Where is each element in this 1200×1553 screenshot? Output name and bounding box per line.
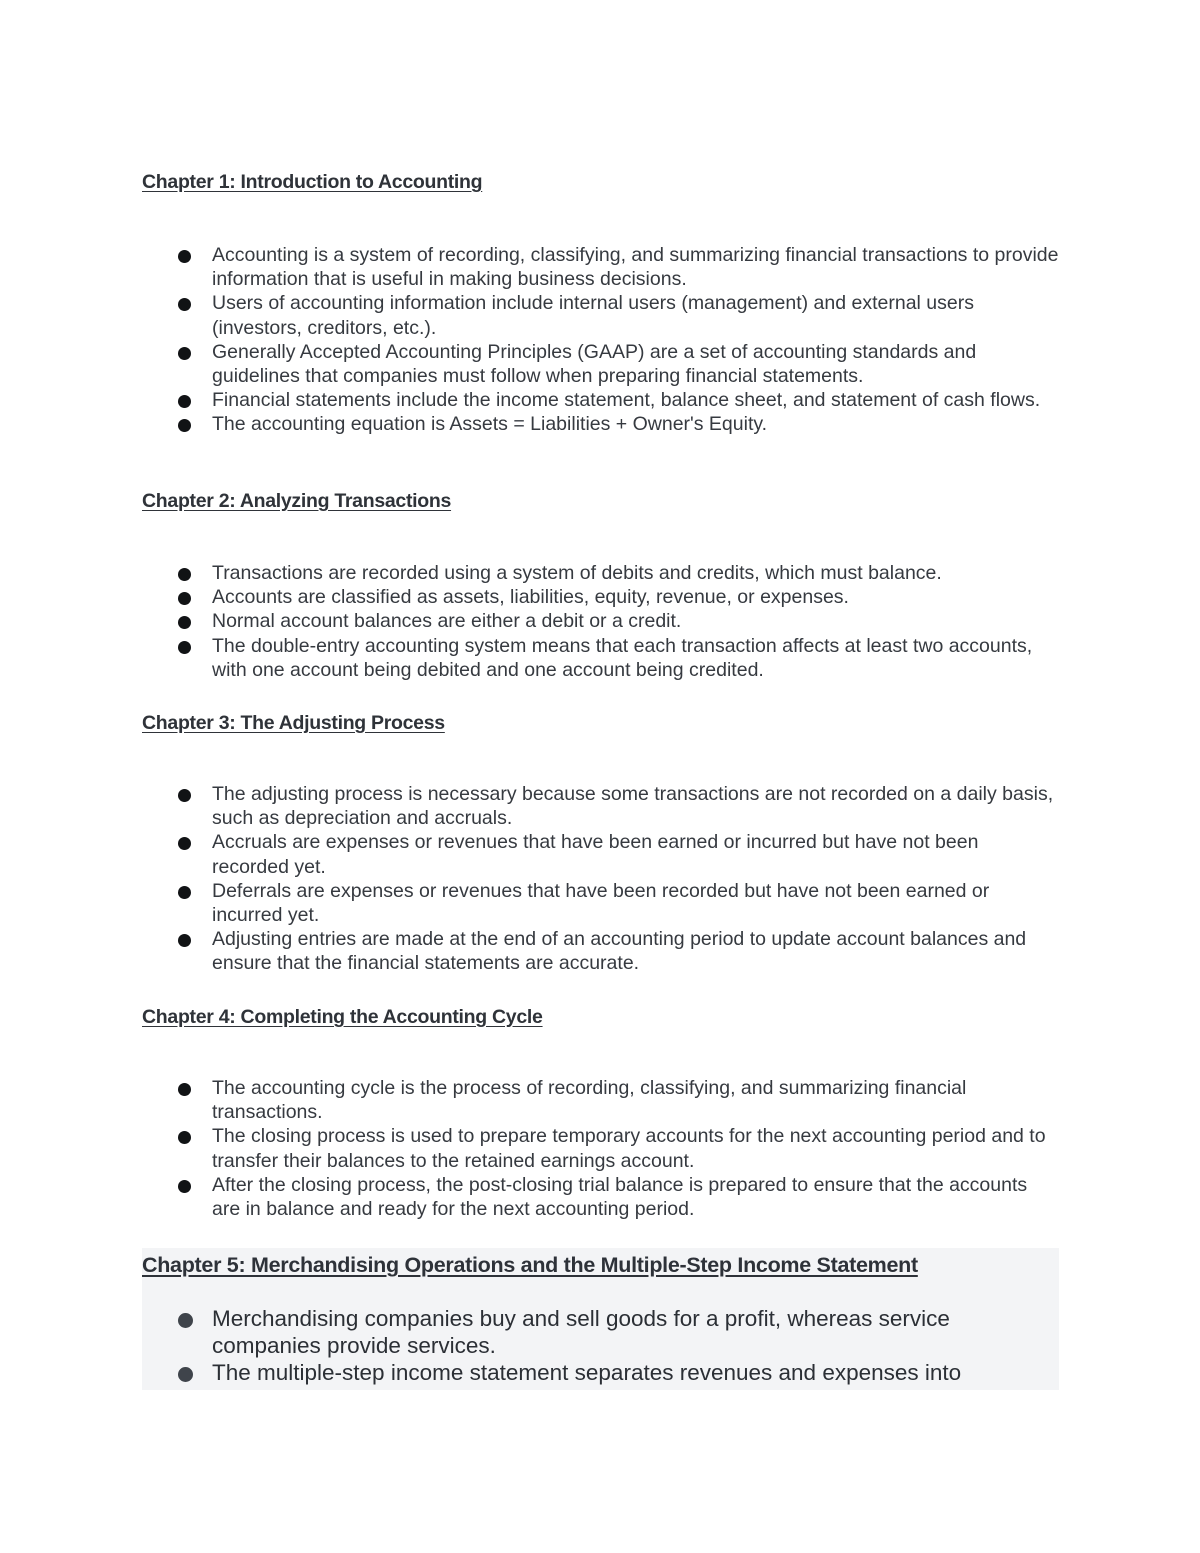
list-item [142,561,1060,585]
chapter-1-section [142,170,1060,437]
bullet-icon [178,1131,191,1144]
chapter-5-bullet-list [142,1305,1059,1386]
list-item [142,1076,1060,1124]
bullet-text: After the closing process, the post-closing trial balance is prepared to ensure that the accounts are in balance and ready for the next accounting period. [212,1173,1028,1221]
bullet-text: Financial statements include the income statement, balance sheet, and statement of cash flows. [212,389,1041,412]
bullet-icon [178,616,191,629]
list-item [142,782,1060,830]
bullet-icon [178,641,191,654]
chapter-1-bullet-list [142,243,1060,437]
bullet-icon [178,1180,191,1193]
chapter-3-section [142,711,1060,976]
bullet-text: The closing process is used to prepare temporary accounts for the next accounting period and to transfer their balances to the retained earnings account. [212,1125,1046,1172]
bullet-text: The accounting equation is Assets = Liabilities + Owner's Equity. [212,413,768,436]
list-item [142,1305,1059,1359]
chapter-1-title: Chapter 1: Introduction to Accounting [142,171,483,193]
bullet-icon [178,419,191,432]
chapter-2-bullet-list [142,561,1060,682]
list-item [142,585,1060,609]
bullet-icon [178,298,191,311]
list-item [142,830,1060,878]
bullet-text: The adjusting process is necessary because some transactions are not recorded on a daily basis, such as depreciation and accruals. [212,783,1054,830]
list-item [142,243,1060,291]
bullet-text: Accruals are expenses or revenues that have been earned or incurred but have not been recorded yet. [212,831,979,878]
list-item [142,1173,1060,1221]
list-item [142,1124,1060,1172]
bullet-icon [178,886,191,899]
chapter-4-section [142,1005,1060,1221]
bullet-text: Adjusting entries are made at the end of an accounting period to update account balances and ensure that the financial statements are accurate. [212,928,1027,975]
list-item [142,388,1060,412]
bullet-text: Accounts are classified as assets, liabilities, equity, revenue, or expenses. [212,586,849,609]
list-item [142,879,1060,927]
bullet-text: The accounting cycle is the process of recording, classifying, and summarizing financial transactions. [212,1077,967,1124]
chapter-4-bullet-list [142,1076,1060,1221]
bullet-text: Generally Accepted Accounting Principles (GAAP) are a set of accounting standards and guidelines that companies must follow when preparing financial statements. [212,340,977,388]
bullet-text: The double-entry accounting system means that each transaction affects at least two accounts, with one account being debited and one account being credited. [212,634,1033,681]
chapter-3-title: Chapter 3: The Adjusting Process [142,712,445,734]
bullet-icon [178,568,191,581]
bullet-text: Normal account balances are either a debit or a credit. [212,610,682,633]
bullet-icon [178,934,191,947]
list-item [142,291,1060,339]
bullet-text: Merchandising companies buy and sell goods for a profit, whereas service companies provide services. [212,1306,950,1358]
bullet-icon [178,592,191,605]
bullet-text: Transactions are recorded using a system of debits and credits, which must balance. [212,562,942,584]
chapter-5-section [142,1248,1059,1390]
chapter-3-bullet-list [142,782,1060,976]
bullet-icon [178,347,191,360]
bullet-icon [178,1313,193,1328]
bullet-icon [178,1367,193,1382]
bullet-icon [178,837,191,850]
bullet-icon [178,395,191,408]
chapter-5-title: Chapter 5: Merchandising Operations and the Multiple-Step Income Statement [142,1253,918,1277]
list-item [142,609,1060,633]
list-item [142,634,1060,682]
bullet-text: Users of accounting information include internal users (management) and external users (investors, creditors, etc.). [212,292,974,339]
list-item [142,1359,1059,1386]
chapter-2-title: Chapter 2: Analyzing Transactions [142,490,452,512]
list-item [142,927,1060,975]
chapter-2-section [142,489,1060,682]
bullet-text: Deferrals are expenses or revenues that have been recorded but have not been earned or incurred yet. [212,879,990,927]
bullet-text: The multiple-step income statement separates revenues and expenses into [212,1360,962,1385]
list-item [142,412,1060,436]
bullet-icon [178,250,191,263]
chapter-4-title: Chapter 4: Completing the Accounting Cycle [142,1006,543,1028]
bullet-icon [178,1083,191,1096]
bullet-icon [178,789,191,802]
list-item [142,340,1060,388]
bullet-text: Accounting is a system of recording, classifying, and summarizing financial transactions to provide information that is useful in making business decisions. [212,244,1059,291]
